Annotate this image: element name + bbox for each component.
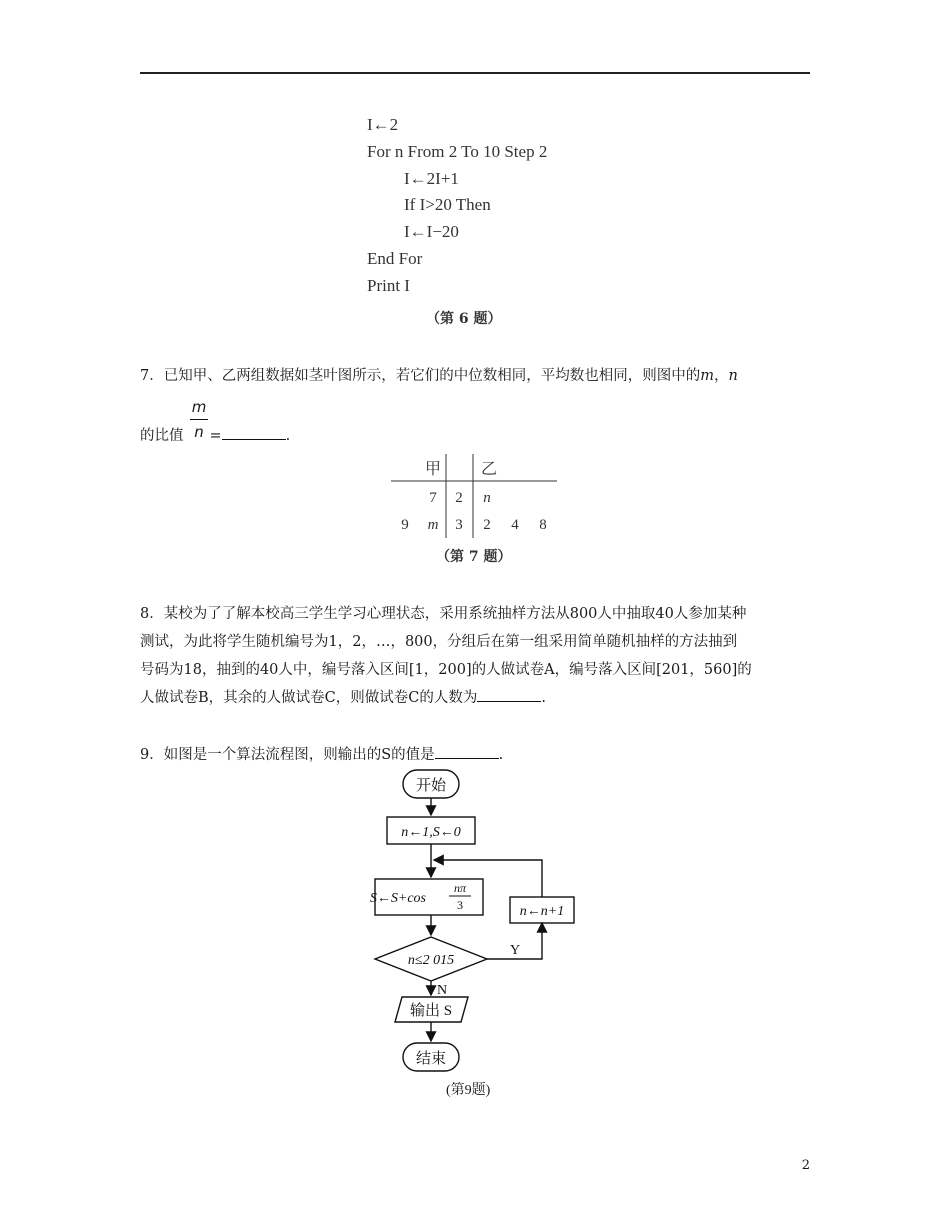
start-label: 开始 — [415, 778, 447, 794]
figure-caption-6: （第 6 题） — [426, 311, 502, 327]
leaf-left: m — [427, 517, 439, 533]
update-denominator: 3 — [457, 898, 463, 912]
code-line: I←2 — [367, 115, 399, 134]
question-8-line4: 人做试卷B，其余的人做试卷C，则做试卷C的人数为 — [140, 690, 478, 706]
question-8-line: 号码为18，抽到的40人中，编号落入区间[1，200]的人做试卷A，编号落入区间[201，560]的 — [140, 662, 752, 678]
code-line: For n From 2 To 10 Step 2 — [367, 141, 548, 161]
equals-sign: = — [209, 428, 222, 444]
answer-blank[interactable] — [477, 687, 541, 702]
fraction-numerator: m — [191, 398, 207, 416]
period: . — [498, 747, 504, 763]
stem: 3 — [455, 517, 463, 533]
period: . — [541, 690, 546, 706]
algorithm-flowchart — [360, 765, 590, 1085]
stem-leaf-plot — [385, 452, 565, 542]
question-9-line: 9．如图是一个算法流程图，则输出的S的值是 — [140, 747, 435, 763]
code-line: I←I−20 — [404, 222, 459, 242]
init-label: n←1,S←0 — [401, 825, 461, 840]
header-jia: 甲 — [424, 461, 442, 478]
leaf-right: 8 — [539, 517, 547, 533]
ratio-label: 的比值 — [140, 428, 184, 444]
code-line: I←2I+1 — [404, 168, 459, 188]
leaf-right: 4 — [511, 517, 519, 533]
end-label: 结束 — [415, 1051, 447, 1067]
fraction-bar — [190, 419, 208, 420]
question-8-line — [140, 684, 820, 712]
no-label: N — [436, 983, 448, 998]
stem: 2 — [455, 490, 463, 506]
leaf-right: n — [483, 490, 491, 506]
header-yi: 乙 — [480, 461, 498, 478]
pseudocode-block — [367, 112, 547, 300]
question-8-line: 8．某校为了了解本校高三学生学习心理状态，采用系统抽样方法从800人中抽取40人参加某种 — [140, 606, 747, 622]
var-m: m — [700, 368, 714, 384]
question-7-text — [140, 362, 820, 390]
figure-caption-7: （第 7 题） — [436, 549, 512, 565]
update-label: S←S+cos — [369, 891, 426, 906]
question-7-line1: 7．已知甲、乙两组数据如茎叶图所示，若它们的中位数相同，平均数也相同，则图中的 — [140, 368, 701, 384]
increment-label: n←n+1 — [519, 904, 565, 919]
question-8-line: 测试，为此将学生随机编号为1，2，…，800，分组后在第一组采用简单随机抽样的方法抽到 — [140, 634, 738, 650]
header-rule — [140, 72, 810, 74]
answer-blank[interactable] — [435, 744, 499, 759]
code-line: End For — [367, 248, 423, 268]
fraction-denominator: n — [194, 423, 204, 441]
update-numerator: nπ — [453, 881, 467, 895]
leaf-left: 7 — [429, 490, 437, 506]
figure-caption-9: (第9题) — [446, 1083, 491, 1098]
question-7-line2 — [140, 422, 290, 450]
output-label: 输出 S — [409, 1003, 453, 1019]
code-line: If I>20 Then — [404, 195, 491, 215]
yes-label: Y — [509, 943, 521, 958]
condition-label: n≤2 015 — [407, 953, 455, 968]
question-8-text — [140, 600, 820, 712]
leaf-right: 2 — [483, 517, 491, 533]
var-n: n — [728, 368, 738, 384]
answer-blank[interactable] — [222, 425, 286, 440]
code-line: Print I — [367, 275, 410, 295]
comma: ， — [713, 368, 729, 384]
period: . — [285, 428, 291, 444]
leaf-left: 9 — [401, 517, 409, 533]
page-number: 2 — [801, 1158, 810, 1173]
